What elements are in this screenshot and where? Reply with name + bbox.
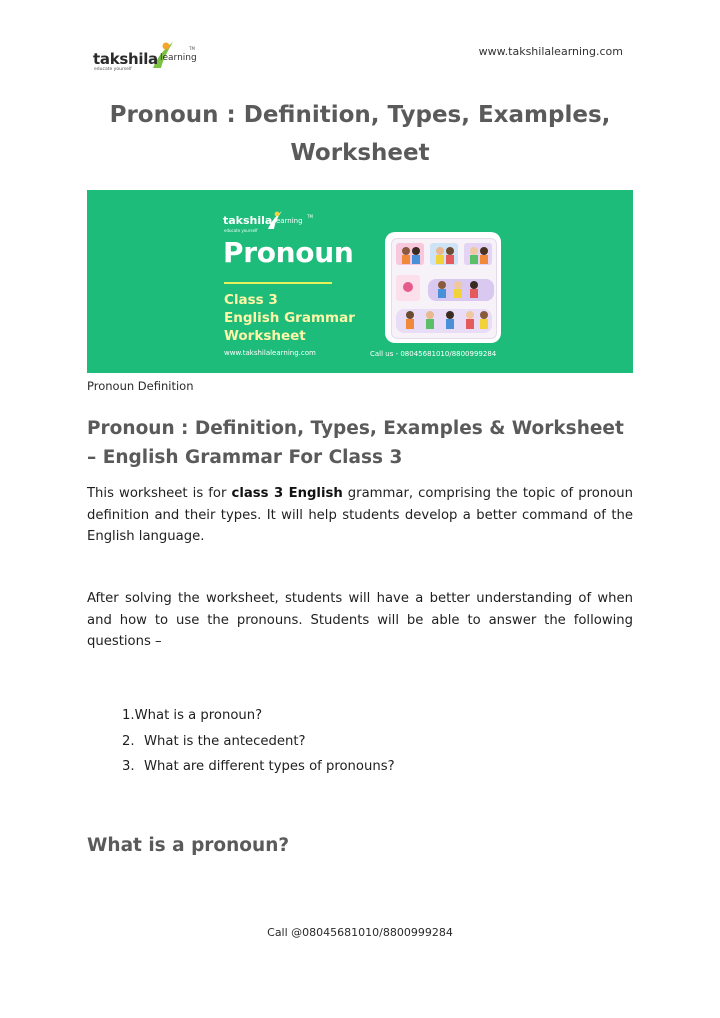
image-caption: Pronoun Definition (87, 379, 194, 393)
list-item-text: What is a pronoun? (134, 708, 263, 723)
list-item (122, 703, 395, 729)
takshila-logo (93, 40, 203, 78)
intro-text-bold: class 3 English (231, 486, 343, 501)
banner-logo-trademark: TM (307, 214, 313, 219)
questions-list (122, 703, 395, 780)
banner-logo-learning: learning (274, 217, 303, 225)
banner-subtitle (224, 291, 355, 345)
logo-learning-text: learning (160, 53, 197, 63)
outcome-paragraph: After solving the worksheet, students will have a better understanding of when and how to use the pronouns. Students will be able to answer the following questions – (87, 591, 633, 649)
intro-text-before: This worksheet is for (87, 486, 232, 501)
list-item-number: 2. (122, 733, 135, 749)
banner-call: Call us - 08045681010/8800999284 (370, 350, 497, 358)
banner-image (87, 190, 633, 373)
list-item-number: 1. (122, 708, 135, 723)
section-heading: Pronoun : Definition, Types, Examples & Worksheet – English Grammar For Class 3 (87, 418, 624, 468)
site-url[interactable]: www.takshilalearning.com (478, 45, 623, 58)
banner-logo-tagline: educate yourself (224, 228, 258, 233)
banner-logo-brand: takshila (223, 214, 273, 227)
logo-trademark: TM (189, 46, 195, 51)
intro-text-after: grammar, comprising the topic of pronoun definition and their types. It will help students develop a better command of the English language. (87, 486, 633, 544)
logo-tagline: educate yourself (94, 67, 132, 72)
list-item-text: What are different types of pronouns? (144, 759, 395, 774)
pronoun-kids-illustration-icon (392, 239, 496, 338)
intro-paragraph (87, 483, 633, 548)
list-item-text: What is the antecedent? (144, 733, 306, 749)
banner-subtitle-line: English Grammar (224, 310, 355, 326)
list-item (122, 729, 395, 755)
banner-subtitle-line: Class 3 (224, 292, 278, 308)
banner-illustration (391, 238, 497, 339)
banner-illustration-card (385, 232, 501, 343)
subheading: What is a pronoun? (87, 835, 290, 856)
banner-underline (224, 282, 332, 284)
logo-brand-text: takshila (93, 50, 158, 68)
banner-subtitle-line: Worksheet (224, 328, 306, 344)
footer-call: Call @08045681010/8800999284 (267, 926, 453, 939)
banner-title: Pronoun (223, 236, 354, 269)
page-title: Pronoun : Definition, Types, Examples, Worksheet (109, 102, 611, 166)
list-item-number: 3. (122, 759, 135, 774)
list-item (122, 754, 395, 780)
banner-logo (223, 214, 313, 236)
banner-url: www.takshilalearning.com (224, 349, 316, 357)
